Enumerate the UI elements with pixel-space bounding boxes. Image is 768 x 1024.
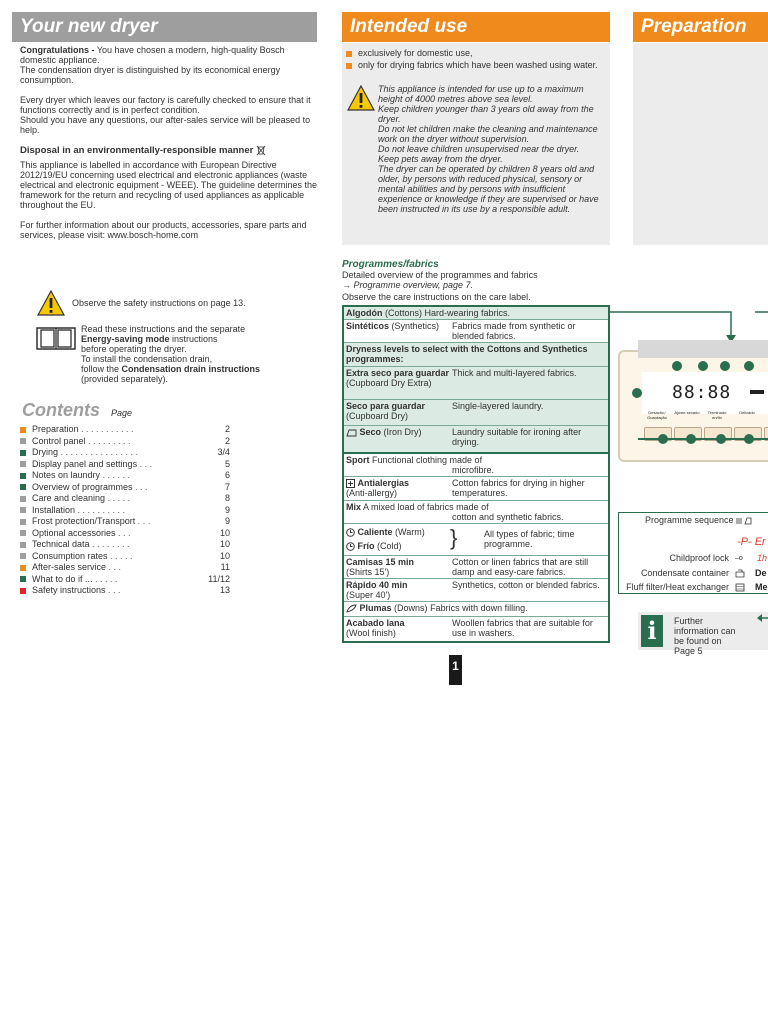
intro-paragraph-1 <box>20 45 318 65</box>
toc-color-square <box>20 427 26 433</box>
toc-item <box>20 493 230 504</box>
toc-item <box>20 459 230 470</box>
toc-color-square <box>20 450 26 456</box>
toc-label: Preparation <box>32 424 79 434</box>
table-row <box>344 307 608 320</box>
toc-label: Display panel and settings <box>32 458 138 469</box>
legend-value: 1h <box>757 553 768 563</box>
toc-item <box>20 551 230 562</box>
prog-name: Seco para guardar <box>346 401 426 411</box>
panel-label: Ajuste secado <box>674 410 700 415</box>
legend-label: Programme sequence <box>644 515 734 525</box>
toc-dots: . . . <box>115 527 131 538</box>
toc-color-square <box>20 576 26 582</box>
toc-item <box>20 470 230 481</box>
prog-sub: (Downs) <box>391 603 428 613</box>
legend-label: Fluff filter/Heat exchanger <box>626 582 729 592</box>
toc-item <box>20 447 230 458</box>
prog-desc: cotton and synthetic fabrics. <box>452 512 564 522</box>
preparation-box <box>633 43 768 245</box>
toc-label: Overview of programmes <box>32 481 133 492</box>
toc-page: 13 <box>217 585 230 596</box>
prog-name: Plumas <box>359 603 392 613</box>
read-line-5 <box>81 364 316 374</box>
display-legend <box>618 512 768 594</box>
row-cell <box>346 527 450 551</box>
toc-dots: . . . . . . . . . . <box>75 504 126 515</box>
prog-name: Caliente <box>357 527 393 537</box>
read-line-3: before operating the dryer. <box>81 344 187 354</box>
warning-icon <box>37 290 65 316</box>
intended-use-box <box>342 43 610 245</box>
panel-indicator <box>672 361 682 371</box>
toc-color-square <box>20 530 26 536</box>
row-cell <box>346 308 610 318</box>
read-instructions <box>81 324 316 384</box>
prog-sub: (Iron Dry) <box>381 427 422 437</box>
legend-label: Childproof lock <box>669 553 729 563</box>
warm-line <box>346 527 450 537</box>
connector-line <box>610 305 768 345</box>
toc-label: After-sales service <box>32 562 107 572</box>
intro-paragraph-4: Should you have any questions, our after-sales service will be pleased to help. <box>20 115 311 135</box>
table-row <box>344 367 608 400</box>
row-cell <box>346 455 610 465</box>
prog-sub: (Cottons) <box>382 308 423 318</box>
warning-item: Do not leave children unsupervised near the dryer. <box>378 144 580 154</box>
toc-item <box>20 539 230 550</box>
contents-page-label: Page <box>111 408 133 418</box>
toc-item <box>20 424 230 435</box>
toc-label: Optional accessories <box>32 527 116 538</box>
table-row <box>344 320 608 343</box>
iron-icon <box>346 429 357 437</box>
your-new-dryer-header: Your new dryer <box>12 12 317 42</box>
info-icon: i <box>641 615 663 647</box>
prog-desc: Cotton fabrics for drying in higher temperatures. <box>452 478 585 498</box>
intro-text <box>20 45 318 240</box>
table-row <box>344 556 608 579</box>
prog-desc: Fabrics with down filling. <box>430 603 528 613</box>
toc-label: Safety instructions <box>32 585 106 595</box>
toc-page: 10 <box>217 551 230 562</box>
toc-dots: . . . <box>105 585 121 595</box>
prog-name: Camisas 15 min <box>346 557 415 567</box>
toc-label: Technical data <box>32 539 90 549</box>
disposal-title-text: Disposal in an environmentally-responsible manner <box>20 145 254 157</box>
prog-name: Sport <box>346 455 370 465</box>
prog-desc: Cotton or linen fabrics that are still damp and easy-care fabrics. <box>452 557 589 577</box>
panel-indicator <box>720 361 730 371</box>
disposal-text: This appliance is labelled in accordance with European Directive 2012/19/EU concerning used electrical and electronic appliances (waste electrical and electronic equipment - WEEE). The guideline determines the framework for the return and recycling of used appliances as applicable throughout the EU. <box>20 160 317 211</box>
control-panel <box>618 350 768 462</box>
toc-item <box>20 585 230 596</box>
panel-dot <box>744 434 754 444</box>
prog-name: Algodón <box>346 308 383 318</box>
contents-heading <box>22 400 132 421</box>
toc-label: Drying <box>32 447 59 457</box>
prog-line-1: Detailed overview of the programmes and fabrics <box>342 270 538 280</box>
intro-paragraph-2: The condensation dryer is distinguished by its economical energy consumption. <box>20 65 281 85</box>
table-row <box>344 426 608 453</box>
toc-color-square <box>20 473 26 479</box>
clock-icon <box>346 528 355 537</box>
read-line-6: (provided separately). <box>81 374 169 384</box>
warning-item: Do not let children make the cleaning and maintenance work on the dryer without supervision. <box>378 124 598 144</box>
table-row <box>344 454 608 477</box>
warning-list <box>378 84 606 214</box>
prog-name: Rápido 40 min <box>346 580 408 590</box>
table-row <box>344 602 608 617</box>
intro-bold: Congratulations - <box>20 45 95 55</box>
warning-item: Keep children younger than 3 years old away from the dryer. <box>378 104 594 124</box>
toc-color-square <box>20 438 26 444</box>
toc-dots: . . . . . . . . <box>89 539 130 549</box>
toc-item <box>20 562 230 573</box>
warning-icon <box>347 85 375 111</box>
toc-dots: . . . <box>137 458 153 469</box>
bullet-1-text: exclusively for domestic use, <box>358 48 473 58</box>
row-cell <box>346 502 610 512</box>
sequence-icon <box>736 517 752 525</box>
prog-desc: Laundry suitable for ironing after drying. <box>452 427 582 447</box>
row-cell <box>346 580 450 600</box>
warning-item: Keep pets away from the dryer. <box>378 154 503 164</box>
row-cell <box>346 603 610 613</box>
panel-dot <box>716 434 726 444</box>
page-number: 1 <box>449 655 462 685</box>
prog-desc: Thick and multi-layered fabrics. <box>452 368 577 378</box>
toc-item <box>20 505 230 516</box>
read-line-4: To install the condensation drain, <box>81 354 213 364</box>
toc-label: Consumption rates <box>32 550 108 561</box>
toc-color-square <box>20 565 26 571</box>
toc-label: Installation <box>32 504 76 515</box>
programmes-title: Programmes/fabrics <box>342 259 439 270</box>
table-row <box>344 617 608 643</box>
table-row <box>344 501 608 524</box>
anti-allergy-icon <box>346 479 355 488</box>
toc-color-square <box>20 507 26 513</box>
further-info: For further information about our products, accessories, spare parts and services, please visit: www.bosch-home.com <box>20 220 307 241</box>
condensation-bold: Condensation drain instructions <box>121 364 261 374</box>
toc-color-square <box>20 519 26 525</box>
table-row <box>344 579 608 602</box>
row-cell <box>346 478 450 498</box>
toc-dots: . . . . . . <box>100 470 131 480</box>
warning-item: The dryer can be operated by children 8 years old and older, by persons with reduced physical, sensory or mental abilities and by persons with insufficient experience or knowledge if they are supervised or have been instructed in its use by a responsible adult. <box>378 164 599 214</box>
toc-page: 3/4 <box>214 447 230 458</box>
energy-saving-bold: Energy-saving mode <box>81 334 170 344</box>
prog-desc: Single-layered laundry. <box>452 401 544 411</box>
panel-indicator <box>698 361 708 371</box>
instruction-book-icon <box>36 325 76 351</box>
toc-item <box>20 482 230 493</box>
prog-sub: (Anti-allergy) <box>346 488 398 499</box>
table-row <box>344 524 608 556</box>
panel-label: Delicado <box>739 410 755 415</box>
toc-page: 11/12 <box>205 574 230 585</box>
toc-dots: . . . . . <box>107 550 133 561</box>
toc-item <box>20 516 230 527</box>
clock-icon <box>346 542 355 551</box>
toc-dots: . . . . . . . . . . . . . . . . <box>58 447 139 457</box>
prog-name: Seco <box>359 427 382 437</box>
preparation-header: Preparation <box>633 12 768 42</box>
toc-dots: . . . . . <box>105 493 131 503</box>
prog-sub: (Cupboard Dry) <box>346 411 409 421</box>
toc-page: 11 <box>218 562 230 573</box>
key-icon: –o <box>735 555 743 562</box>
row-cell <box>346 427 450 437</box>
prog-sub: (Cold) <box>374 541 402 552</box>
info-box <box>638 612 768 656</box>
table-row <box>344 343 608 367</box>
prog-sub: (Cupboard Dry Extra) <box>346 378 432 388</box>
toc-color-square <box>20 553 26 559</box>
safety-note: Observe the safety instructions on page 13. <box>72 298 246 308</box>
contents-title: Contents <box>22 400 100 420</box>
row-cell <box>346 401 450 421</box>
prog-name: Extra seco para guardar <box>346 368 450 378</box>
toc-page: 7 <box>222 482 230 493</box>
intro-rest: You have chosen a modern, high-quality Bosch domestic appliance. <box>20 45 285 65</box>
toc-label: What to do if ... <box>32 573 93 584</box>
prog-desc: All types of fabric; time programme. <box>484 529 575 549</box>
orange-bullet <box>346 51 352 57</box>
legend-value: De <box>755 568 767 578</box>
toc-color-square <box>20 461 26 467</box>
toc-dots: . . . <box>106 562 122 572</box>
panel-dot <box>658 434 668 444</box>
read-line-2 <box>81 334 316 344</box>
toc-page: 6 <box>222 470 230 481</box>
panel-top-strip <box>638 340 768 358</box>
display-digits: 88:88 <box>672 382 732 403</box>
toc-item <box>20 436 230 447</box>
prog-sub: Functional clothing made of <box>369 455 483 465</box>
toc-label: Notes on laundry <box>32 470 101 480</box>
panel-dot <box>686 434 696 444</box>
intro-paragraph-3: Every dryer which leaves our factory is carefully checked to ensure that it functions correctly and is in perfect condition. <box>20 95 311 115</box>
prog-name: Frío <box>357 541 375 552</box>
toc-page: 10 <box>217 539 230 550</box>
panel-label: Terminado en/fin <box>707 410 727 420</box>
side-indicator <box>632 388 642 398</box>
toc-page: 2 <box>222 424 230 435</box>
filter-icon <box>735 583 745 592</box>
prog-desc: Synthetics, cotton or blended fabrics. <box>452 580 600 590</box>
toc-label: Frost protection/Transport <box>32 516 136 526</box>
toc-page: 9 <box>222 505 230 516</box>
intended-bullet-2 <box>346 60 616 70</box>
bullet-2-text: only for drying fabrics which have been washed using water. <box>358 60 598 70</box>
toc-page: 8 <box>222 493 230 504</box>
prog-sub: (Wool finish) <box>346 628 396 638</box>
intended-bullet-1 <box>346 48 606 58</box>
panel-indicator <box>744 361 754 371</box>
prog-name: Antialergias <box>357 478 410 488</box>
dryness-title: Dryness levels to select with the Cottons and Synthetics programmes: <box>346 344 588 364</box>
wheelie-bin-icon <box>256 145 266 156</box>
brace: } <box>450 525 458 550</box>
prog-desc: microfibre. <box>452 465 495 475</box>
row-cell <box>346 368 450 388</box>
toc-page: 9 <box>222 516 230 527</box>
legend-error-code: -P- Er <box>737 536 766 548</box>
row-cell <box>346 557 450 577</box>
read-line-5-pre: follow the <box>81 364 122 374</box>
prog-name: Acabado lana <box>346 618 405 628</box>
toc-page: 2 <box>222 436 230 447</box>
toc-color-square <box>20 484 26 490</box>
toc-dots: . . . <box>135 516 151 526</box>
toc-label: Care and cleaning <box>32 493 106 503</box>
container-icon <box>735 569 745 578</box>
orange-bullet <box>346 63 352 69</box>
programme-table-2 <box>342 452 610 643</box>
panel-label: Desactiv./ Guardação <box>647 410 667 420</box>
toc-color-square <box>20 542 26 548</box>
table-row <box>344 400 608 426</box>
row-cell <box>346 618 450 638</box>
disposal-title <box>20 145 318 156</box>
prog-name: Mix <box>346 502 362 512</box>
toc-page: 10 <box>217 528 230 539</box>
toc-item <box>20 528 230 539</box>
toc-dots: . . . . . . . . . <box>85 435 131 446</box>
prog-name: Sintéticos <box>346 321 390 331</box>
prog-sub: (Warm) <box>392 527 425 537</box>
info-text: Further information can be found on Page 5 <box>674 616 736 656</box>
warning-item: This appliance is intended for use up to a maximum height of 4000 metres above sea level. <box>378 84 584 104</box>
legend-label: Condensate container <box>640 568 729 578</box>
prog-line-2: → Programme overview, page 7. <box>342 280 474 290</box>
read-after-bold: instructions <box>169 334 218 344</box>
prog-desc: Fabrics made from synthetic or blended fabrics. <box>452 321 576 341</box>
toc-dots: . . . . . <box>92 573 118 584</box>
toc-page: 5 <box>222 459 230 470</box>
prog-sub: A mixed load of fabrics made of <box>361 502 489 512</box>
intended-use-header: Intended use <box>342 12 610 42</box>
legend-programme-sequence <box>622 515 752 526</box>
prog-sub: (Shirts 15') <box>346 567 390 577</box>
prog-desc: Hard-wearing fabrics. <box>424 308 511 318</box>
toc-color-square <box>20 588 26 594</box>
display-segment <box>750 390 764 394</box>
info-arrow <box>756 612 768 624</box>
toc-item <box>20 574 230 585</box>
table-row <box>344 477 608 501</box>
cold-line <box>346 541 450 551</box>
prog-line-3: Observe the care instructions on the care label. <box>342 292 531 302</box>
toc-color-square <box>20 496 26 502</box>
toc-dots: . . . . . . . . . . . <box>78 424 134 434</box>
read-line-1: Read these instructions and the separate <box>81 324 246 334</box>
toc-label: Control panel <box>32 435 86 446</box>
legend-value: Me <box>755 582 768 592</box>
programme-table-1 <box>342 305 610 452</box>
feather-icon <box>346 604 357 613</box>
row-cell <box>346 321 456 331</box>
toc-dots: . . . <box>132 481 148 492</box>
prog-sub: (Super 40') <box>346 590 391 600</box>
prog-desc: Woollen fabrics that are suitable for use in washers. <box>452 618 593 638</box>
prog-sub: (Synthetics) <box>389 321 440 331</box>
